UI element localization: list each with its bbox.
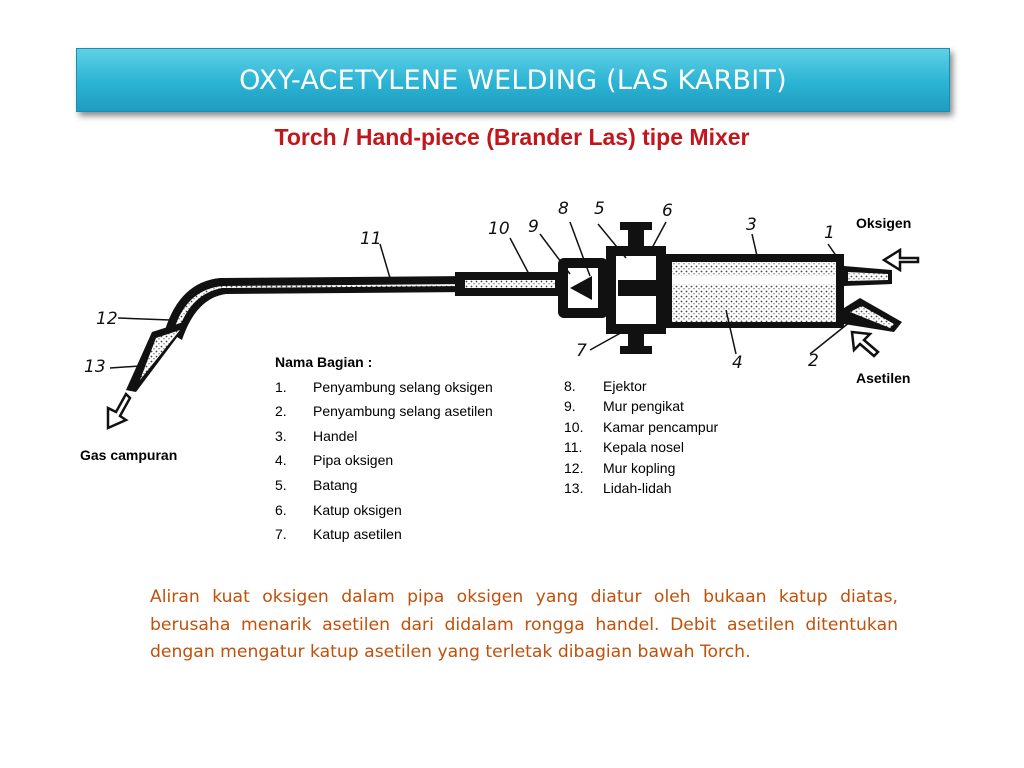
valve-block — [606, 222, 666, 354]
callout-9: 9 — [528, 217, 539, 237]
legend-item: 5. Batang — [275, 476, 358, 493]
torch-diagram — [70, 180, 950, 460]
slide-title: OXY-ACETYLENE WELDING (LAS KARBIT) — [239, 64, 787, 96]
gas-campuran-arrow-icon — [108, 394, 130, 428]
parts-legend-left — [275, 350, 493, 547]
hose-connectors — [844, 266, 902, 332]
callout-8: 8 — [558, 199, 569, 219]
legend-item: 2. Penyambung selang asetilen — [275, 403, 493, 420]
legend-item: 9. Mur pengikat — [564, 398, 684, 415]
callout-3: 3 — [746, 215, 757, 235]
callout-12: 12 — [96, 309, 118, 329]
callout-4: 4 — [732, 353, 743, 373]
legend-item: 13. Lidah-lidah — [564, 480, 672, 497]
callout-10: 10 — [488, 219, 510, 239]
legend-item: 3. Handel — [275, 427, 358, 444]
handle — [664, 254, 844, 328]
legend-item: 11. Kepala nosel — [564, 439, 684, 456]
callout-1: 1 — [824, 223, 835, 243]
nozzle-head-tube — [165, 276, 470, 340]
callout-5: 5 — [594, 199, 605, 219]
oksigen-arrow-icon — [884, 250, 918, 270]
label-gas-campuran: Gas campuran — [80, 447, 178, 463]
title-banner — [76, 48, 950, 112]
parts-legend-right — [564, 376, 718, 498]
callout-13: 13 — [84, 357, 106, 377]
label-oksigen: Oksigen — [856, 215, 912, 231]
callout-2: 2 — [808, 351, 819, 371]
callout-6: 6 — [662, 201, 673, 221]
legend-item: 1. Penyambung selang oksigen — [275, 378, 493, 395]
label-asetilen: Asetilen — [856, 370, 911, 386]
slide-subtitle: Torch / Hand-piece (Brander Las) tipe Mixer — [274, 124, 750, 150]
legend-item: 10. Kamar pencampur — [564, 418, 719, 435]
legend-item: 8. Ejektor — [564, 378, 647, 394]
legend-item: 7. Katup asetilen — [275, 526, 402, 543]
callout-7: 7 — [576, 341, 587, 361]
callout-11: 11 — [360, 229, 382, 249]
tip-cone — [126, 320, 190, 392]
legend-item: 4. Pipa oksigen — [275, 452, 394, 469]
asetilen-arrow-icon — [852, 332, 878, 356]
legend-item: 12. Mur kopling — [564, 459, 676, 476]
legend-item: 6. Katup oksigen — [275, 501, 402, 518]
description-paragraph: Aliran kuat oksigen dalam pipa oksigen yang diatur oleh bukaan katup diatas, berusaha menarik asetilen dari didalam rongga handel. Debit asetilen ditentukan dengan mengatur katup asetilen yang terletak dibagian bawah Torch. — [150, 587, 898, 662]
legend-heading: Nama Bagian : — [275, 354, 373, 370]
